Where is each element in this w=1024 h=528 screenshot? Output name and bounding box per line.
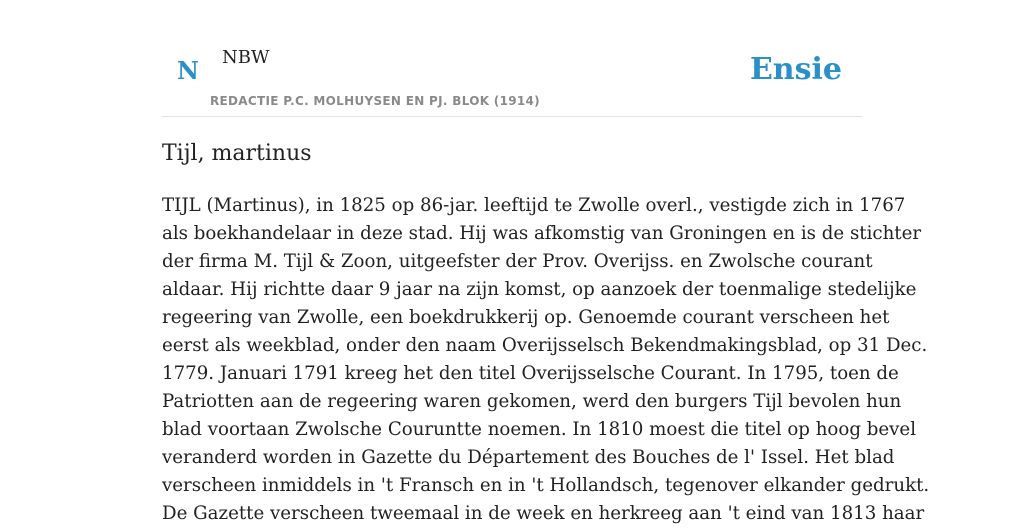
source-header (162, 0, 862, 117)
body-line: regeering van Zwolle, een boekdrukkerij op. Genoemde courant verscheen het (162, 307, 890, 328)
body-line: der firma M. Tijl & Zoon, uitgeefster der Prov. Overijss. en Zwolsche courant (162, 251, 873, 272)
body-line: veranderd worden in Gazette du Département des Bouches de l' Issel. Het blad (162, 447, 895, 468)
body-line: verscheen inmiddels in 't Fransch en in 't Hollandsch, tegenover elkander gedrukt. (162, 475, 930, 496)
body-line: blad voortaan Zwolsche Couruntte noemen. In 1810 moest die titel op hoog bevel (162, 419, 917, 440)
body-line: aldaar. Hij richtte daar 9 jaar na zijn komst, op aanzoek der toenmalige stedelijke (162, 279, 917, 300)
source-subtitle: REDACTIE P.C. MOLHUYSEN EN PJ. BLOK (1914) (210, 94, 540, 108)
body-line: De Gazette verscheen tweemaal in de week en herkreeg aan 't eind van 1813 haar (162, 503, 925, 524)
body-line: als boekhandelaar in deze stad. Hij was afkomstig van Groningen en is de stichter (162, 223, 922, 244)
article-title: Tijl, martinus (162, 141, 312, 166)
source-title[interactable]: NBW (222, 47, 270, 68)
article-body (162, 192, 930, 528)
body-line: eerst als weekblad, onder den naam Overijsselsch Bekendmakingsblad, op 31 Dec. (162, 335, 928, 356)
body-line: Patriotten aan de regeering waren gekomen, werd den burgers Tijl bevolen hun (162, 391, 902, 412)
body-line: TIJL (Martinus), in 1825 op 86-jar. leeftijd te Zwolle overl., vestigde zich in 1767 (162, 195, 906, 216)
source-logo: N (177, 56, 199, 85)
brand-logo-link[interactable]: Ensie (749, 52, 842, 87)
body-line: 1779. Januari 1791 kreeg het den titel Overijsselsche Courant. In 1795, toen de (162, 363, 899, 384)
